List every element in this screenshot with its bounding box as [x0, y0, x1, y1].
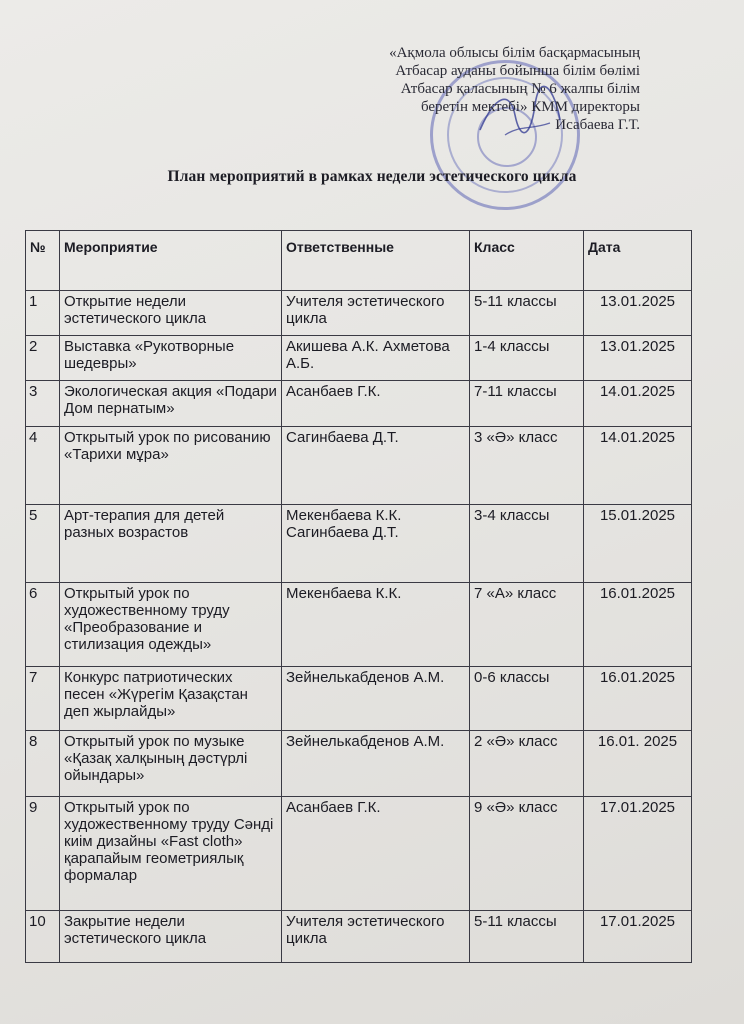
cell-date: 13.01.2025 [584, 336, 692, 381]
cell-class: 7-11 классы [470, 381, 584, 427]
cell-event: Открытый урок по музыке «Қазақ халқының дәстүрлі ойындары» [60, 731, 282, 797]
table-row [26, 381, 692, 427]
cell-num: 3 [26, 381, 60, 427]
cell-responsible: Мекенбаева К.К. Сагинбаева Д.Т. [282, 505, 470, 583]
cell-num: 5 [26, 505, 60, 583]
cell-date: 16.01. 2025 [584, 731, 692, 797]
table-row [26, 667, 692, 731]
cell-class: 3-4 классы [470, 505, 584, 583]
table-header-row [26, 231, 692, 291]
cell-date: 13.01.2025 [584, 291, 692, 336]
cell-event: Арт-терапия для детей разных возрастов [60, 505, 282, 583]
cell-event: Экологическая акция «Подари Дом пернатым» [60, 381, 282, 427]
cell-date: 14.01.2025 [584, 427, 692, 505]
cell-class: 5-11 классы [470, 291, 584, 336]
header-event: Мероприятие [60, 231, 282, 291]
cell-date: 14.01.2025 [584, 381, 692, 427]
cell-class: 0-6 классы [470, 667, 584, 731]
cell-num: 1 [26, 291, 60, 336]
cell-date: 15.01.2025 [584, 505, 692, 583]
cell-responsible: Асанбаев Г.К. [282, 797, 470, 911]
cell-class: 3 «Ә» класс [470, 427, 584, 505]
cell-responsible: Зейнелькабденов А.М. [282, 667, 470, 731]
table-row [26, 291, 692, 336]
cell-responsible: Сагинбаева Д.Т. [282, 427, 470, 505]
letterhead [389, 44, 640, 134]
cell-responsible: Зейнелькабденов А.М. [282, 731, 470, 797]
cell-date: 16.01.2025 [584, 667, 692, 731]
header-num: № [26, 231, 60, 291]
table-row [26, 336, 692, 381]
cell-class: 5-11 классы [470, 911, 584, 963]
cell-num: 4 [26, 427, 60, 505]
cell-event: Открытие недели эстетического цикла [60, 291, 282, 336]
table-row [26, 731, 692, 797]
cell-num: 9 [26, 797, 60, 911]
cell-date: 17.01.2025 [584, 797, 692, 911]
cell-event: Закрытие недели эстетического цикла [60, 911, 282, 963]
header-responsible: Ответственные [282, 231, 470, 291]
director-name: Исабаева Г.Т. [555, 117, 640, 133]
cell-class: 1-4 классы [470, 336, 584, 381]
cell-event: Открытый урок по художественному труду Сәнді киім дизайны «Fast cloth» қарапайым геометриялық формалар [60, 797, 282, 911]
letterhead-line: беретін мектебі» КММ директоры [420, 99, 640, 115]
table-row [26, 911, 692, 963]
cell-event: Открытый урок по рисованию «Тарихи мұра» [60, 427, 282, 505]
table-row [26, 583, 692, 667]
cell-responsible: Акишева А.К. Ахметова А.Б. [282, 336, 470, 381]
cell-event: Выставка «Рукотворные шедевры» [60, 336, 282, 381]
table-row [26, 797, 692, 911]
page-title: План мероприятий в рамках недели эстетического цикла [167, 168, 577, 185]
cell-responsible: Учителя эстетического цикла [282, 911, 470, 963]
cell-date: 17.01.2025 [584, 911, 692, 963]
cell-event: Конкурс патриотических песен «Жүрегім Қазақстан деп жырлайды» [60, 667, 282, 731]
cell-event: Открытый урок по художественному труду «Преобразование и стилизация одежды» [60, 583, 282, 667]
cell-num: 2 [26, 336, 60, 381]
cell-num: 6 [26, 583, 60, 667]
cell-num: 10 [26, 911, 60, 963]
cell-responsible: Мекенбаева К.К. [282, 583, 470, 667]
table-row [26, 427, 692, 505]
letterhead-line: Атбасар қаласының № 6 жалпы білім [400, 81, 640, 97]
letterhead-line: «Ақмола облысы білім басқармасының [389, 45, 640, 61]
cell-class: 9 «Ә» класс [470, 797, 584, 911]
letterhead-line: Атбасар ауданы бойынша білім бөлімі [395, 63, 640, 79]
cell-class: 2 «Ә» класс [470, 731, 584, 797]
header-class: Класс [470, 231, 584, 291]
cell-date: 16.01.2025 [584, 583, 692, 667]
cell-class: 7 «А» класс [470, 583, 584, 667]
cell-responsible: Асанбаев Г.К. [282, 381, 470, 427]
header-date: Дата [584, 231, 692, 291]
events-table [25, 230, 692, 963]
cell-num: 7 [26, 667, 60, 731]
table-row [26, 505, 692, 583]
cell-responsible: Учителя эстетического цикла [282, 291, 470, 336]
cell-num: 8 [26, 731, 60, 797]
